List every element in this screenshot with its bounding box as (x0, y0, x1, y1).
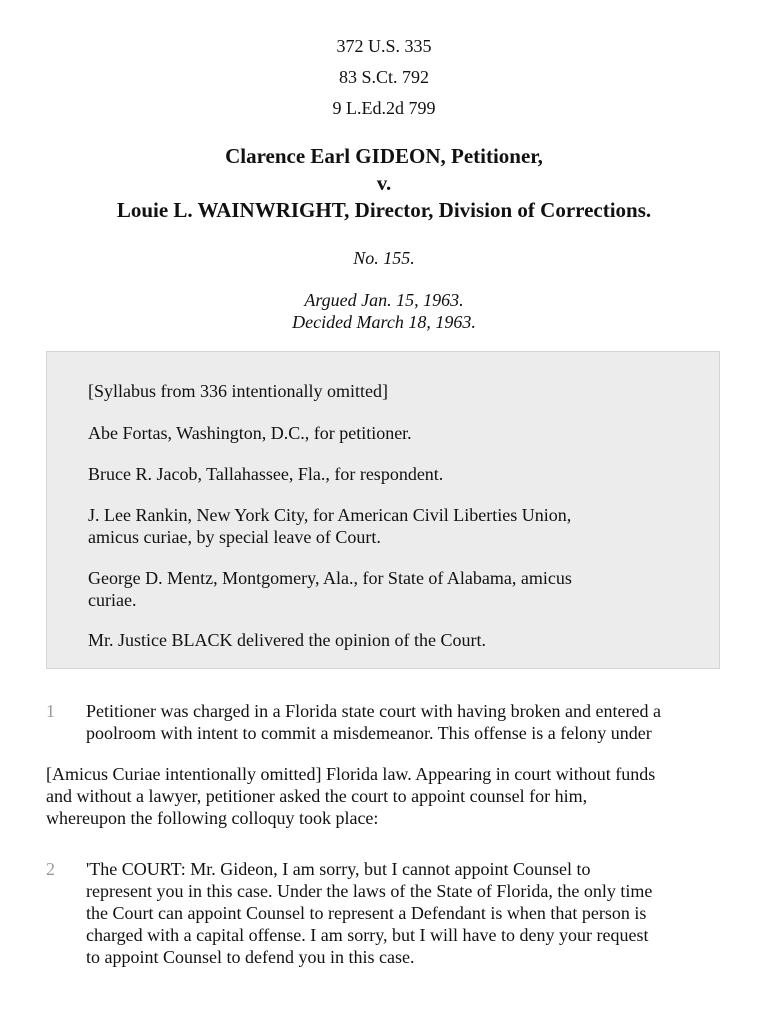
title-respondent: Louie L. WAINWRIGHT, Director, Division of Corrections. (116, 198, 652, 222)
paragraph-continuation (46, 763, 736, 829)
amicus-aclu (88, 504, 688, 548)
citation-sct: 83 S.Ct. 792 (338, 67, 430, 87)
citation-us: 372 U.S. 335 (336, 36, 432, 56)
counsel-respondent: Bruce R. Jacob, Tallahassee, Fla., for respondent. (88, 464, 444, 484)
amicus-aclu-line: amicus curiae, by special leave of Court. (88, 527, 381, 547)
paragraph-line: 'The COURT: Mr. Gideon, I am sorry, but I cannot appoint Counsel to (86, 859, 591, 879)
amicus-alabama (88, 567, 688, 611)
paragraph-line: and without a lawyer, petitioner asked the court to appoint counsel for him, (46, 786, 588, 806)
paragraph-2 (86, 858, 736, 968)
citation-led: 9 L.Ed.2d 799 (332, 98, 436, 118)
amicus-aclu-line: J. Lee Rankin, New York City, for American Civil Liberties Union, (88, 505, 572, 525)
decided-date: Decided March 18, 1963. (292, 312, 476, 332)
paragraph-line: the Court can appoint Counsel to represent a Defendant is when that person is (86, 903, 647, 923)
syllabus-omitted: [Syllabus from 336 intentionally omitted] (88, 381, 388, 401)
paragraph-line: to appoint Counsel to defend you in this case. (86, 947, 415, 967)
paragraph-number: 1 (46, 701, 55, 721)
amicus-alabama-line: curiae. (88, 590, 137, 610)
paragraph-number: 2 (46, 859, 55, 879)
paragraph-1 (86, 700, 736, 744)
counsel-petitioner: Abe Fortas, Washington, D.C., for petitioner. (88, 423, 412, 443)
paragraph-line: represent you in this case. Under the laws of the State of Florida, the only time (86, 881, 653, 901)
case-number: No. 155. (353, 248, 415, 268)
title-versus: v. (376, 171, 392, 195)
syllabus-box (46, 351, 720, 669)
case-title (0, 143, 768, 224)
amicus-alabama-line: George D. Mentz, Montgomery, Ala., for State of Alabama, amicus (88, 568, 572, 588)
paragraph-line: [Amicus Curiae intentionally omitted] Florida law. Appearing in court without funds (46, 764, 656, 784)
opinion-author: Mr. Justice BLACK delivered the opinion of the Court. (88, 630, 486, 650)
paragraph-line: Petitioner was charged in a Florida state court with having broken and entered a (86, 701, 661, 721)
title-petitioner: Clarence Earl GIDEON, Petitioner, (225, 144, 543, 168)
paragraph-line: poolroom with intent to commit a misdemeanor. This offense is a felony under (86, 723, 652, 743)
paragraph-line: charged with a capital offense. I am sorry, but I will have to deny your request (86, 925, 649, 945)
paragraph-line: whereupon the following colloquy took place: (46, 808, 379, 828)
argued-date: Argued Jan. 15, 1963. (304, 290, 464, 310)
